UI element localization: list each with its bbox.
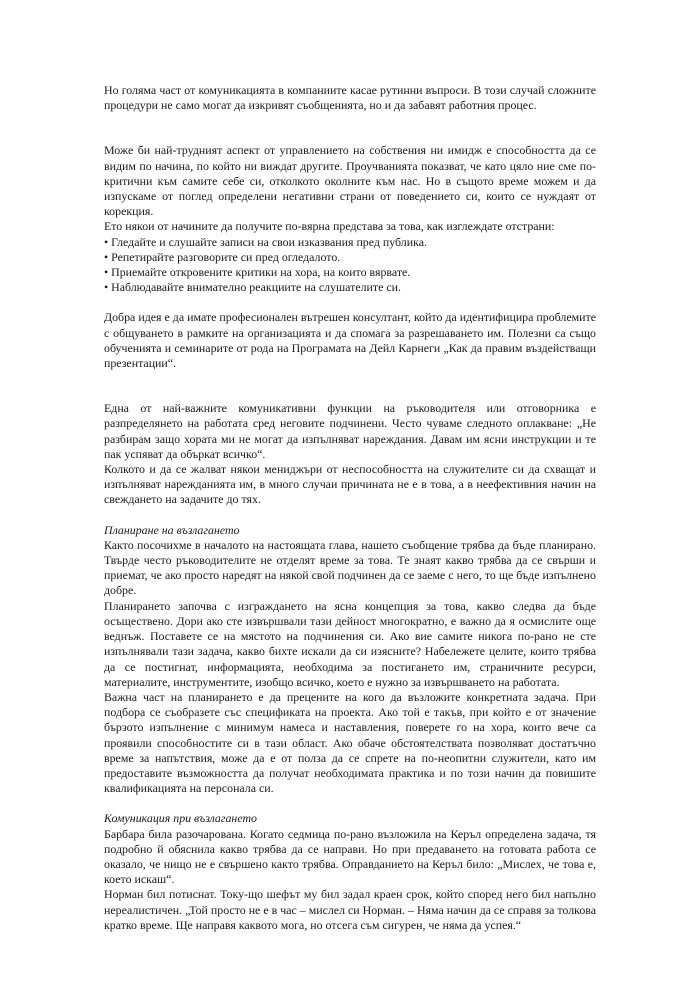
paragraph-consultant: Добра идея е да имате професионален вътрешен консултант, който да идентифицира проблемите с общуването в рамките на организацията и да спомага за разрешаването им. Полезни са също обученията и семинарите от рода на Програмата на Дейл Карнеги „Как да правим въздействащи презентации“. (104, 310, 596, 371)
paragraph-norman-story: Норман бил потиснат. Току-що шефът му бил задал краен срок, който според него бил напълно нереалистичен. „Той просто не е в час – мислел си Норман. – Няма начин да се справя за толкова кратко време. Ще направя каквото мога, но отсега съм сигурен, че няма да успея.“ (104, 887, 596, 932)
bullet-item: • Гледайте и слушайте записи на свои изказвания пред публика. (104, 234, 427, 249)
paragraph-delegation: Една от най-важните комуникативни функции на ръководителя или отговорника е разпределянето на работата сред неговите подчинени. Често чуваме следното оплакване: „Не разбирам защо хората ми не могат да изпълняват нареждания. Давам им ясни инструкции и те пак успяват да объркат всичко“. (104, 401, 596, 461)
paragraph-planning-whom: Важна част на планирането е да прецените на кого да възложите конкретната задача. При подбора се съобразете със спецификата на проекта. Ако той е такъв, при който е от значение бързото изпълнение с минимум намеса и наставления, поверете го на хора, които вече са проявили способностите си в тази област. Ако обаче обстоятелствата позволяват достатъчно време за напътствия, може да е от полза да се спрете на по-неопитни служители, като им предоставите възможността да получат необходимата практика и по този начин да повишите квалификацията на персонала си. (104, 689, 596, 796)
paragraph-routine-communication: Но голяма част от комуникацията в компаниите касае рутинни въпроси. В този случай сложните процедури не само могат да изкривят съобщенията, но и да забавят работния процес. (104, 83, 596, 113)
bullet-item: • Наблюдавайте внимателно реакциите на слушателите си. (104, 280, 401, 295)
paragraph-self-image: Може би най-трудният аспект от управлението на собствения ни имидж е способността да се видим по начина, по който ни виждат другите. Проучванията показват, че като цяло ние сме по-критични към самите себе си, отколкото околните към нас. Но в същото време можем и да изпускаме от поглед определени негативни страни от поведението си, които се нуждаят от корекция. (104, 143, 596, 219)
bullet-item: • Приемайте откровените критики на хора, на които вярвате. (104, 265, 411, 280)
spacer (104, 508, 596, 523)
section-heading-planning: Планиране на възлагането (104, 522, 240, 537)
spacer (104, 371, 596, 401)
spacer (104, 796, 596, 811)
paragraph-planning-message: Както посочихме в началото на настоящата глава, нашето съобщение трябва да бъде планирано. Твърде често ръководителите не отделят време за това. Те знаят какво трябва да се свърши и приемат, че ако просто наредят на някой свой подчинен да се заеме с него, то ще бъде изпълнено добре. (104, 537, 596, 598)
spacer (104, 113, 596, 143)
spacer (104, 295, 596, 310)
document-page (104, 83, 596, 933)
paragraph-ways-intro: Ето някои от начините да получите по-вярна представа за това, как изглеждате отстрани: (104, 219, 555, 234)
paragraph-barbara-story: Барбара била разочарована. Когато седмица по-рано възложила на Керъл определена задача, тя подробно й обяснила какво трябва да се направи. Но при предаването на готовата работа се оказало, че нищо не е свършено както трябва. Оправданието на Керъл било: „Мислех, че това е, което искаш“. (104, 826, 596, 887)
section-heading-communication: Комуникация при възлагането (104, 811, 257, 826)
paragraph-managers-complaint: Колкото и да се жалват някои мениджъри от неспособността на служителите си да схващат и изпълняват нарежданията им, в много случаи причината не е в това, а в неефективния начин на свеждането на задачите до тях. (104, 462, 596, 507)
bullet-item: • Репетирайте разговорите си пред огледалото. (104, 249, 341, 264)
paragraph-planning-concept: Планирането започва с изграждането на ясна концепция за това, какво следва да бъде осъществено. Дори ако сте извършвали тази дейност многократно, е важно да я осмислите още веднъж. Поставете се на мястото на подчинения си. Ако вие самите никога по-рано не сте изпълнявали тази задача, какво бихте искали да си изясните? Набележете целите, които трябва да се постигнат, информацията, необходима за постигането им, страничните ресурси, материалите, инструментите, изобщо всичко, което е нужно за извършването на работата. (104, 598, 596, 689)
